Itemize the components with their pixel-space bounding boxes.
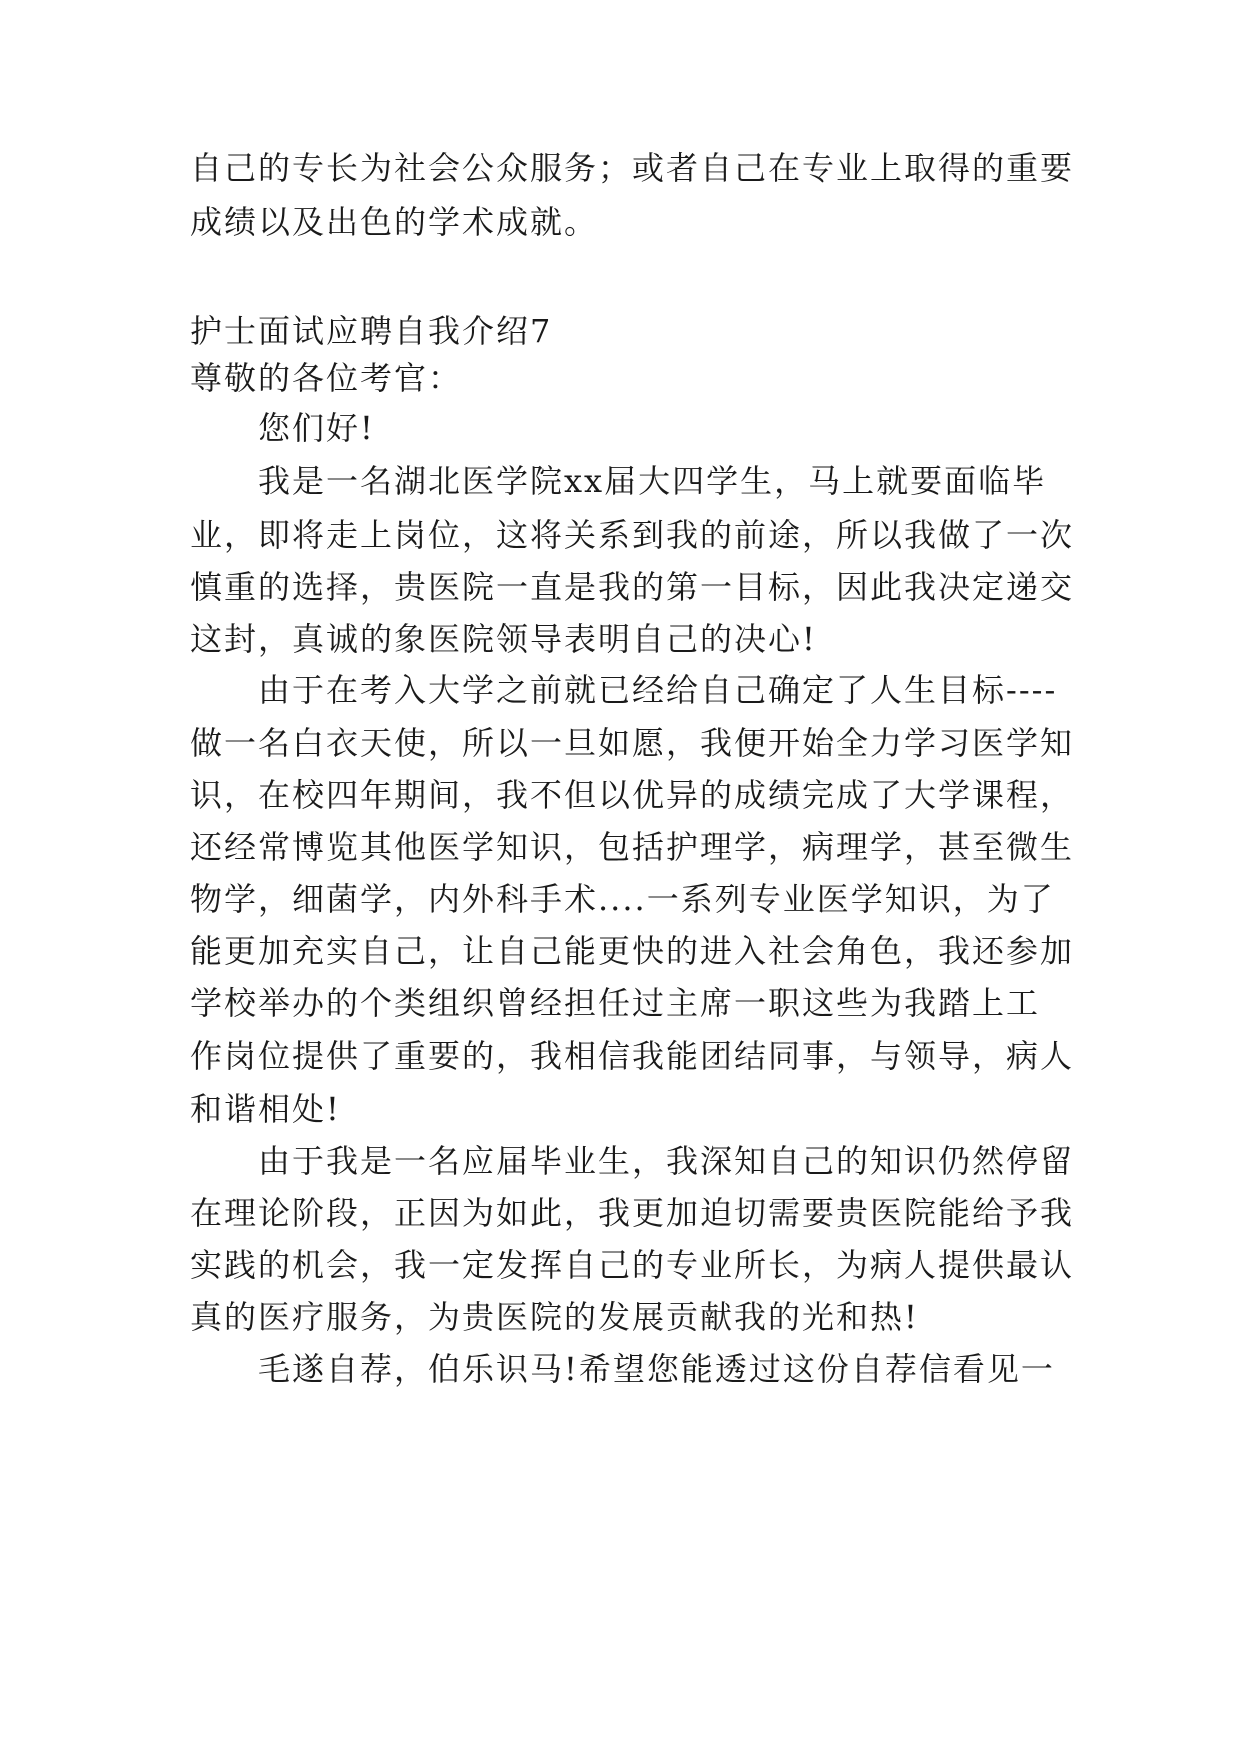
text-line: 和谐相处! (190, 1090, 341, 1128)
text-line: 还经常博览其他医学知识，包括护理学，病理学，甚至微生 (190, 828, 1075, 866)
text-line: 这封，真诚的象医院领导表明自己的决心! (190, 620, 817, 658)
text-line: 学校举办的个类组织曾经担任过主席一职这些为我踏上工 (190, 984, 1041, 1022)
text-line: 由于我是一名应届毕业生，我深知自己的知识仍然停留 (258, 1142, 1075, 1180)
text-line: 作岗位提供了重要的，我相信我能团结同事，与领导，病人 (190, 1037, 1075, 1075)
text-line: 毛遂自荐，伯乐识马!希望您能透过这份自荐信看见一 (258, 1350, 1055, 1388)
text-line: 物学，细菌学，内外科手术....一系列专业医学知识，为了 (190, 880, 1055, 918)
text-line: 慎重的选择，贵医院一直是我的第一目标，因此我决定递交 (190, 568, 1075, 606)
greeting: 您们好! (258, 409, 375, 447)
salutation: 尊敬的各位考官： (190, 359, 463, 397)
section-title: 护士面试应聘自我介绍7 (190, 312, 553, 350)
text-line: 识，在校四年期间，我不但以优异的成绩完成了大学课程， (190, 776, 1075, 814)
text-line: 能更加充实自己，让自己能更快的进入社会角色，我还参加 (190, 932, 1075, 970)
text-line: 实践的机会，我一定发挥自己的专业所长，为病人提供最认 (190, 1246, 1075, 1284)
text-line: 做一名白衣天使，所以一旦如愿，我便开始全力学习医学知 (190, 724, 1075, 762)
text-line: 成绩以及出色的学术成就。 (190, 203, 599, 241)
text-line: 在理论阶段，正因为如此，我更加迫切需要贵医院能给予我 (190, 1194, 1075, 1232)
text-line: 自己的专长为社会公众服务；或者自己在专业上取得的重要 (190, 149, 1075, 187)
text-line: 由于在考入大学之前就已经给自己确定了人生目标---- (258, 671, 1058, 709)
text-line: 业，即将走上岗位，这将关系到我的前途，所以我做了一次 (190, 516, 1075, 554)
text-line: 真的医疗服务，为贵医院的发展贡献我的光和热! (190, 1298, 919, 1336)
text-line: 我是一名湖北医学院xx届大四学生，马上就要面临毕 (258, 462, 1047, 500)
